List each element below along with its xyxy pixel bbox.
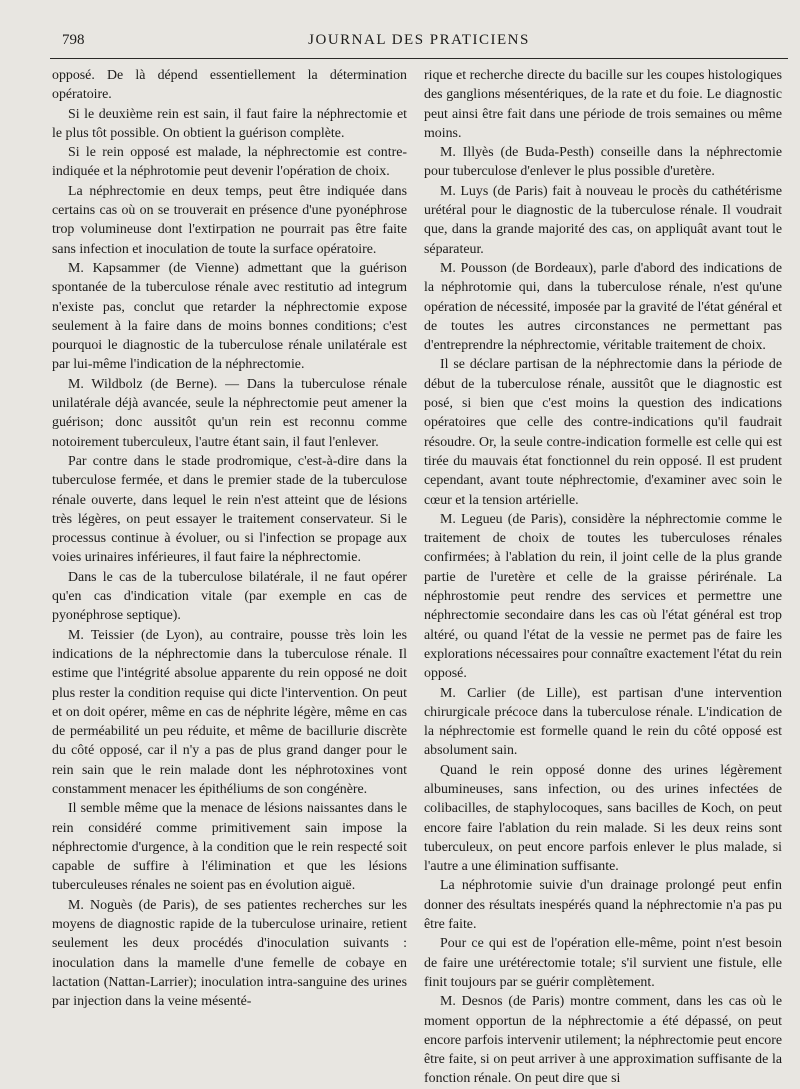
right-column [424,66,782,1089]
paragraph: M. Luys (de Paris) fait à nouveau le procès du cathétérisme urétéral pour le diagnostic de la tuberculose rénale. Il voudrait que, dans la grande majorité des cas, on appliquât avant tout le séparateur. [424,183,782,257]
paragraph: M. Carlier (de Lille), est partisan d'une intervention chirurgicale précoce dans la tuberculose rénale. L'indication de la néphrectomie est formelle quand le rein du côté opposé est absolument sain. [424,685,782,759]
paragraph: M. Wildbolz (de Berne). — Dans la tuberculose rénale unilatérale déjà avancée, seule la néphrectomie peut amener la guérison; donc aussitôt qu'un rein est reconnu comme notoirement tuberculeux, l'autre étant sain, il faut l'enlever. [52,376,407,450]
paragraph: M. Illyès (de Buda-Pesth) conseille dans la néphrectomie pour tuberculose d'enlever le plus possible d'uretère. [424,145,782,180]
paragraph: Dans le cas de la tuberculose bilatérale, il ne faut opérer qu'en cas d'indication vitale (par exemple en cas de pyonéphrose septique). [52,569,407,624]
paragraph: opposé. De là dépend essentiellement la détermination opératoire. [52,68,407,103]
paragraph: rique et recherche directe du bacille sur les coupes histologiques des ganglions mésentériques, de la rate et du foie. Le diagnostic peut ainsi être fait dans une période de trois semaines ou même moins. [424,68,782,141]
paragraph: M. Kapsammer (de Vienne) admettant que la guérison spontanée de la tuberculose rénale avec restitutio ad integrum n'existe pas, conclut que retarder la néphrectomie expose seulement à la faire dans de moins bonnes conditions; c'est pourquoi le diagnostic de la tuberculose rénale unilatérale est par lui-même l'indication de la néphrectomie. [52,260,407,373]
paragraph: M. Legueu (de Paris), considère la néphrectomie comme le traitement de choix de toutes les tuberculoses rénales confirmées; à l'ablation du rein, il joint celle de la plus grande partie de l'uretère et celle de la graisse périrénale. La néphrostomie peut rendre des services et permettre une néphrectomie secondaire dans les cas où l'état général est trop altéré, ou quand l'état de la vessie ne permet pas de faire les explorations nécessaires pour connaître exactement l'état du rein opposé. [424,511,782,682]
paragraph: Par contre dans le stade prodromique, c'est-à-dire dans la tuberculose fermée, et dans le premier stade de la tuberculose rénale ouverte, dans lequel le rein n'est atteint que de lésions très légères, on peut essayer le traitement conservateur. Si le processus continue à évoluer, ou si l'infection se propage aux voies urinaires inférieures, il faut faire la néphrectomie. [52,453,407,566]
paragraph: Il se déclare partisan de la néphrectomie dans la période de début de la tuberculose rénale, aussitôt que le diagnostic est posé, si bien que c'est moins la question des indications opératoires que celle des contre-indications qu'il faudrait résoudre. Or, la seule contre-indication formelle est celle qui est tirée du mauvais état fonctionnel du rein opposé. Il est prudent cependant, avant toute néphrectomie, d'examiner avec soin le cœur et la tension artérielle. [424,357,782,508]
page-number: 798 [62,32,85,48]
paragraph: Si le deuxième rein est sain, il faut faire la néphrectomie et le plus tôt possible. On obtient la guérison complète. [52,106,407,141]
paragraph: M. Pousson (de Bordeaux), parle d'abord des indications de la néphrotomie qui, dans la tuberculose rénale, n'est qu'une opération de nécessité, imposée par la gravité de l'état général et de toutes les autres circonstances ne permettant pas d'entreprendre la néphrectomie, véritable traitement de choix. [424,260,782,354]
paragraph: Si le rein opposé est malade, la néphrectomie est contre-indiquée et la néphrotomie peut devenir l'opération de choix. [52,145,407,180]
paragraph: Quand le rein opposé donne des urines légèrement albumineuses, sans infection, ou des urines infectées de colibacilles, de staphylocoques, sans bacilles de Koch, on peut encore faire l'ablation du rein malade. Si les deux reins sont tuberculeux, on peut encore parfois enlever le plus malade, si l'autre a une élimination suffisante. [424,762,782,875]
paragraph: La néphrectomie en deux temps, peut être indiquée dans certains cas où on se trouverait en présence d'une pyonéphrose trop volumineuse dont l'extirpation ne pourrait pas être faite sans infection et inoculation de toute la surface opératoire. [52,183,407,257]
paragraph: Pour ce qui est de l'opération elle-même, point n'est besoin de faire une urétérectomie totale; s'il survient une fistule, elle finit toujours par se guérir complètement. [424,936,782,990]
paragraph: Il semble même que la menace de lésions naissantes dans le rein considéré comme primitivement sain impose la néphrectomie d'urgence, à la condition que le rein respecté soit capable de suffire à l'élimination et que les lésions tuberculeuses rénales ne soient pas en évolution aiguë. [52,801,407,894]
left-column [52,66,407,1012]
paragraph: M. Desnos (de Paris) montre comment, dans les cas où le moment opportun de la néphrectomie a été dépassé, on peut encore parfois intervenir utilement; la néphrectomie peut encore être faite, si on peut arriver à une approximation suffisante de la fonction rénale. On peut dire que si [424,994,782,1087]
page-header [50,28,788,59]
paragraph: M. Noguès (de Paris), de ses patientes recherches sur les moyens de diagnostic rapide de la tuberculose urinaire, retient seulement les deux procédés d'inoculation suivants : inoculation dans la mamelle d'une femelle de cobaye en lactation (Nattan-Larrier); inoculation intra-sanguine des urines par injection dans la veine mésenté- [52,897,407,1010]
paragraph: La néphrotomie suivie d'un drainage prolongé peut enfin donner des résultats inespérés quand la néphrectomie n'a pas pu être faite. [424,878,782,933]
journal-title: JOURNAL DES PRATICIENS [308,32,530,48]
paragraph: M. Teissier (de Lyon), au contraire, pousse très loin les indications de la néphrectomie dans la tuberculose rénale. Il estime que l'intégrité absolue apparente du rein opposé ne doit plus rester la condition requise qui dicte l'intervention. On peut et on doit opérer, même en cas de néphrite légère, même en cas de perméabilité un peu réduite, et même de bacillurie discrète du côté opposé, car il n'y a pas de plus grand danger pour le rein sain que le rein malade dont les néphrotoxines vont constamment menacer les épithéliums de son congénère. [52,627,407,797]
